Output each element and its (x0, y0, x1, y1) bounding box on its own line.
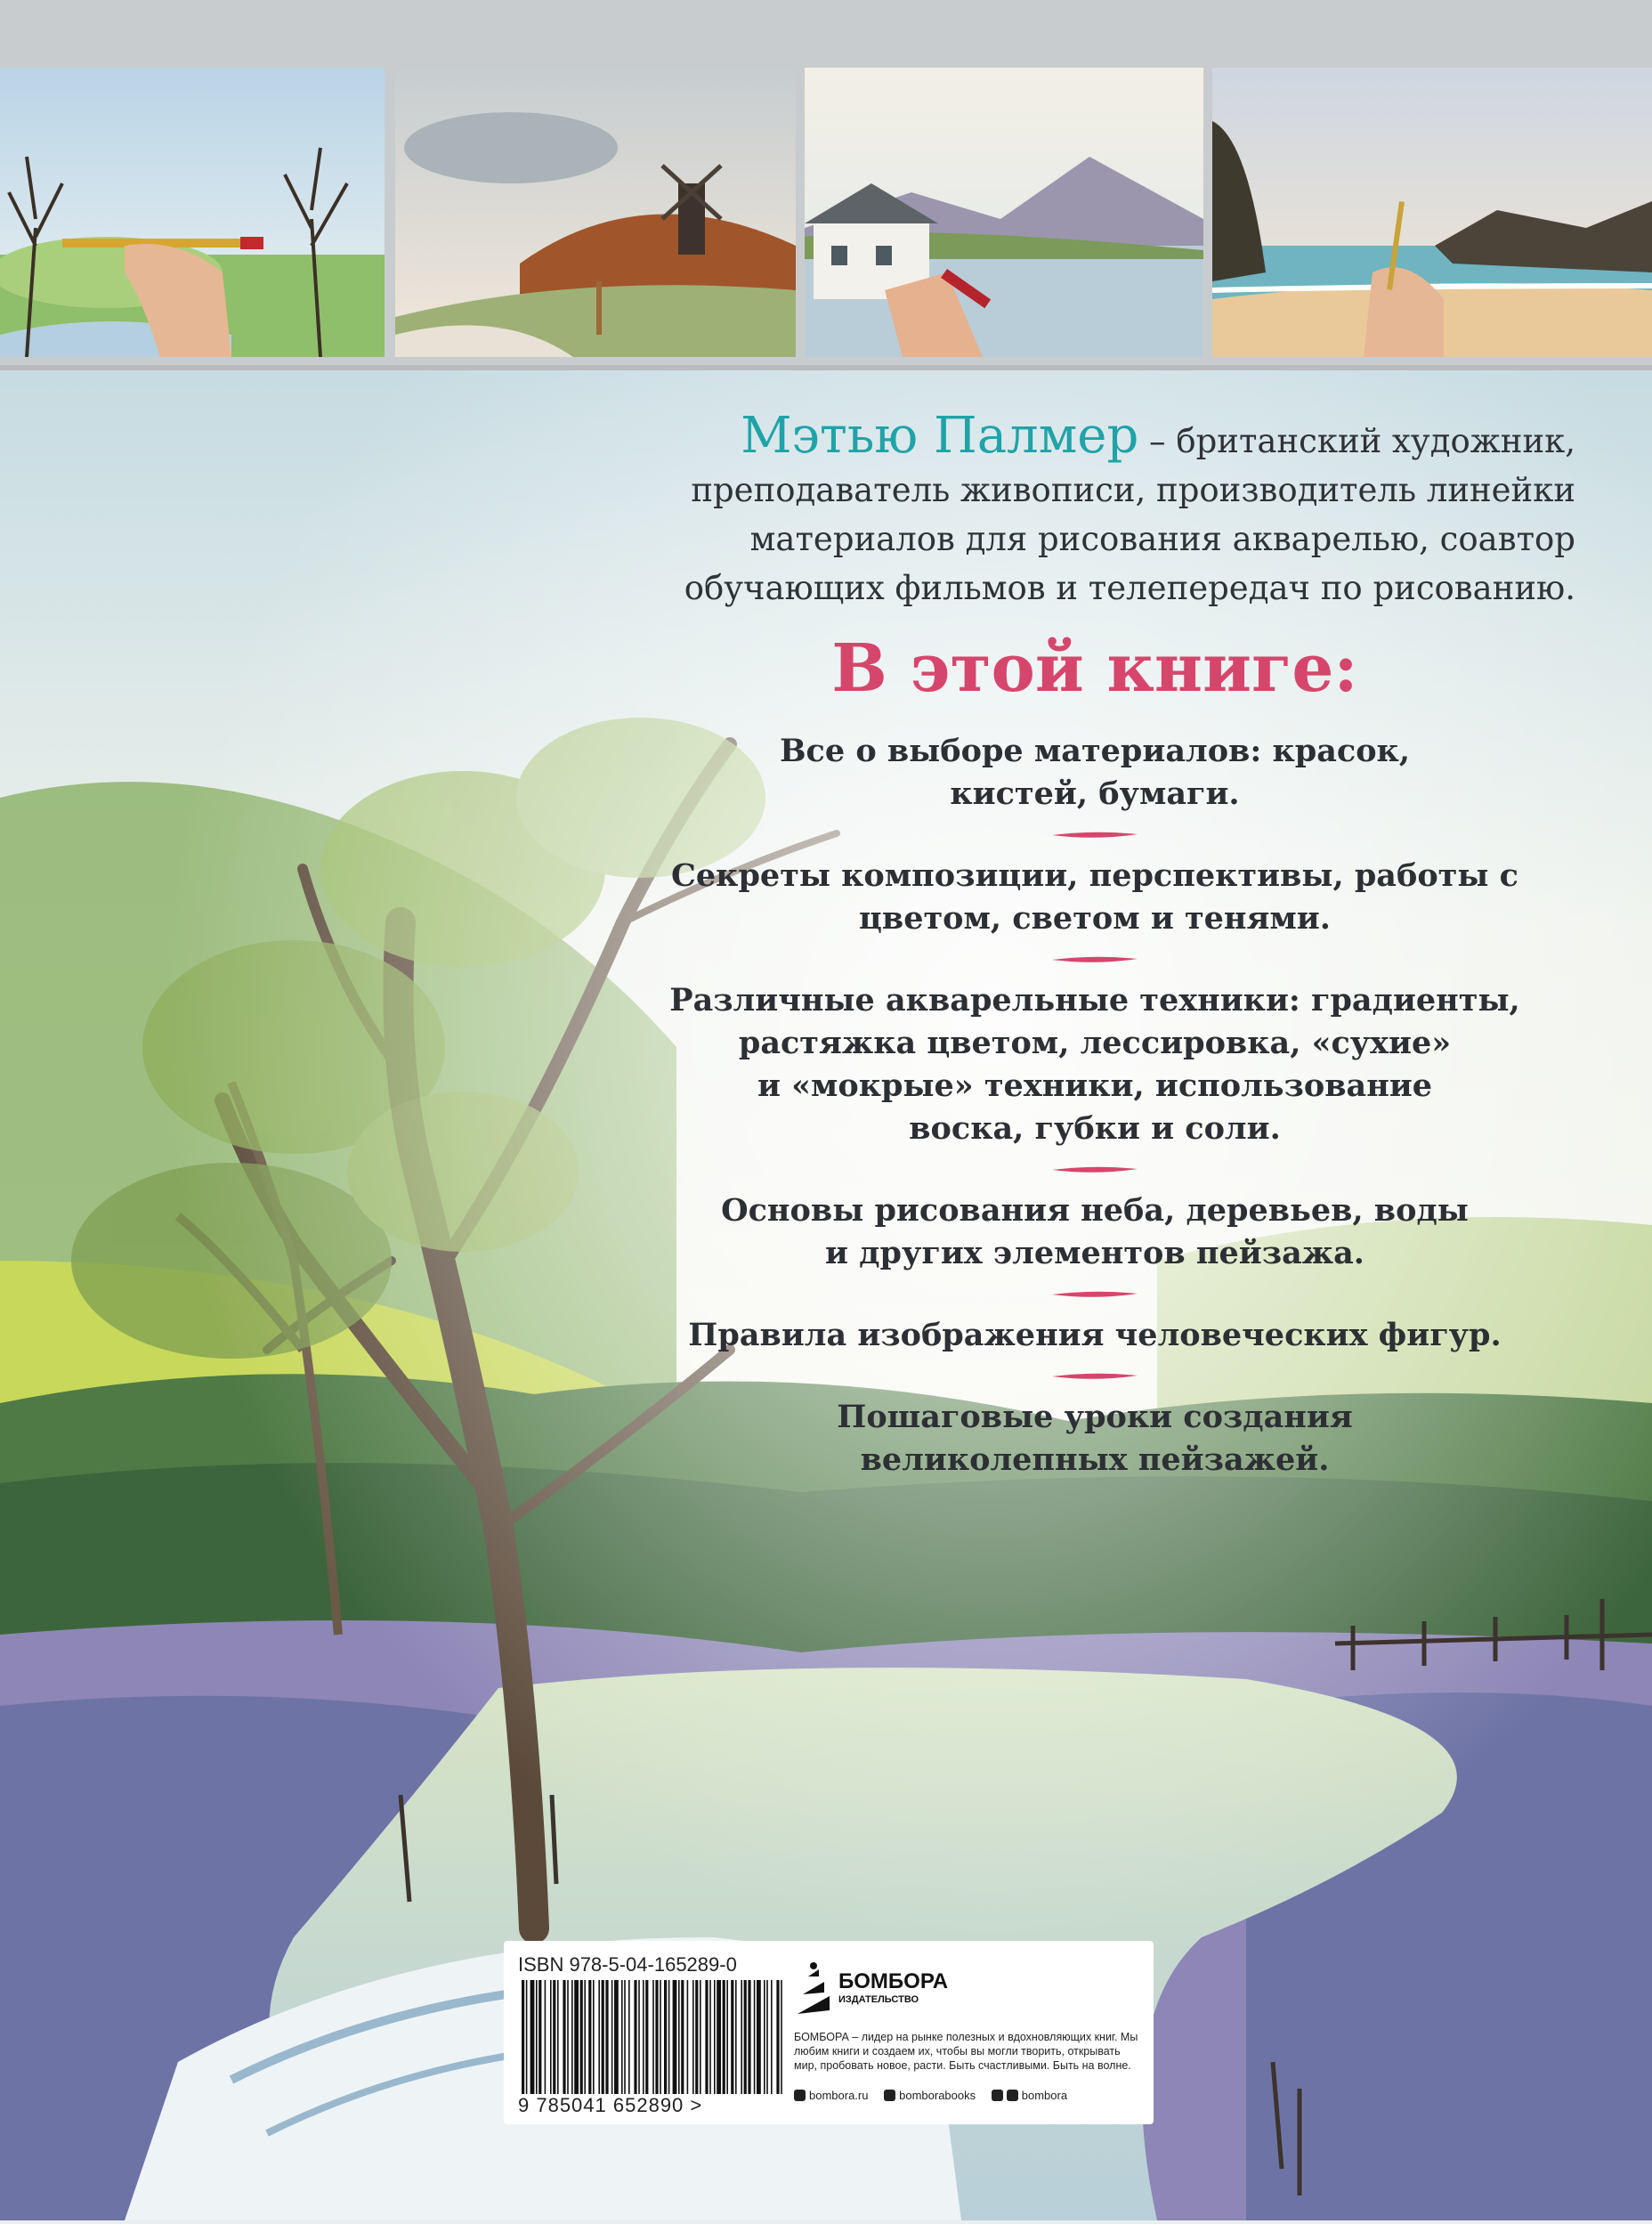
barcode-bar (574, 1980, 579, 2094)
isbn-label: ISBN 978-5-04-165289-0 (518, 1953, 737, 1976)
feature-item: Все о выборе материалов: красок, кистей, бумаги. (779, 733, 1411, 812)
barcode-bar (536, 1980, 538, 2094)
feature-item: Правила изображения человеческих фигур. (688, 1317, 1502, 1353)
barcode-bar (567, 1980, 569, 2094)
strip-bar (0, 0, 1652, 62)
bio-line-1: Мэтью Палмер – британский художник, (741, 407, 1575, 465)
barcode-bar (588, 1980, 591, 2094)
barcode-bar (681, 1980, 684, 2094)
barcode-bar (717, 1980, 721, 2094)
thumbnail-tree-painting (0, 68, 385, 357)
barcode-bar (645, 1980, 648, 2094)
barcode-bar (539, 1980, 541, 2094)
barcode-bar (700, 1980, 701, 2094)
feature-item: Пошаговые уроки создания великолепных пейзажей. (837, 1399, 1353, 1478)
barcode-bar (557, 1980, 559, 2094)
barcode-bar (580, 1980, 583, 2094)
barcode-bar (757, 1980, 761, 2094)
vk-icon (884, 2090, 895, 2101)
ok-icon (992, 2090, 1003, 2101)
thumbnail-cottage-lake-painting (805, 68, 1203, 357)
barcode (518, 1980, 785, 2094)
brush-stroke-separator (1049, 1369, 1141, 1384)
thumbnail-strip (0, 0, 1652, 370)
barcode-bar (655, 1980, 658, 2094)
barcode-bar (673, 1980, 677, 2094)
barcode-bar (634, 1980, 636, 2094)
barcode-bar (695, 1980, 698, 2094)
barcode-bar (735, 1980, 737, 2094)
barcode-box (504, 1941, 1154, 2124)
feature-item: Секреты композиции, перспективы, работы с цветом, светом и тенями. (671, 857, 1518, 937)
barcode-bar (678, 1980, 680, 2094)
contact-vk[interactable]: bomborabooks (884, 2089, 976, 2102)
barcode-bar (692, 1980, 694, 2094)
brush-stroke-separator (1049, 1163, 1141, 1177)
barcode-bar (771, 1980, 773, 2094)
barcode-bar (714, 1980, 716, 2094)
barcode-bar (530, 1980, 535, 2094)
author-name: Мэтью Палмер (741, 407, 1139, 465)
telegram-icon (1007, 2090, 1018, 2101)
barcode-bar (744, 1980, 747, 2094)
barcode-bar (652, 1980, 654, 2094)
barcode-bar (664, 1980, 667, 2094)
contact-website[interactable]: bombora.ru (794, 2089, 868, 2102)
barcode-bar (593, 1980, 595, 2094)
barcode-bar (614, 1980, 619, 2094)
barcode-bar (726, 1980, 728, 2094)
author-bio (641, 407, 1575, 613)
feature-item: Основы рисования неба, деревьев, воды и других элементов пейзажа. (721, 1192, 1469, 1271)
publisher-contacts (794, 2089, 1080, 2102)
barcode-number: 9 785041 652890 > (518, 2094, 703, 2116)
publisher-block (794, 1955, 1146, 2124)
thumbnail-seascape-painting (1212, 68, 1652, 357)
brush-stroke-separator (1049, 828, 1141, 842)
feature-list (659, 730, 1531, 1481)
bio-line-2: преподаватель живописи, производитель линейки (691, 471, 1575, 509)
barcode-bar (709, 1980, 711, 2094)
barcode-bar (605, 1980, 608, 2094)
barcode-bar (668, 1980, 670, 2094)
brush-stroke-separator (1049, 1287, 1141, 1302)
thumbnail-windmill-painting (395, 68, 796, 357)
barcode-bar (754, 1980, 756, 2094)
barcode-bar (598, 1980, 600, 2094)
barcode-bar (643, 1980, 644, 2094)
barcode-bar (741, 1980, 742, 2094)
barcode-bar (764, 1980, 765, 2094)
bio-line-4: обучающих фильмов и телепередач по рисованию. (684, 569, 1575, 607)
barcode-bar (621, 1980, 623, 2094)
barcode-bar (638, 1980, 640, 2094)
barcode-bar (660, 1980, 661, 2094)
publisher-description: БОМБОРА – лидер на рынке полезных и вдохновляющих книг. Мы любим книги и создаем их, чтобы вы могли творить, открывать мир, пробовать новое, расти. Быть счастливыми. Быть на волне. (794, 2031, 1138, 2072)
barcode-bar (748, 1980, 750, 2094)
barcode-bar (584, 1980, 586, 2094)
barcode-bar (723, 1980, 725, 2094)
section-heading: В этой книге: (831, 630, 1358, 707)
barcode-bar (550, 1980, 552, 2094)
feature-item: Различные акварельные техники: градиенты, растяжка цветом, лессировка, «сухие» и «мокрые» техники, использование воска, губки и соли. (669, 982, 1520, 1147)
brush-stroke-separator (1049, 953, 1141, 967)
barcode-bar (624, 1980, 626, 2094)
bio-line-3: материалов для рисования акварелью, соавтор (749, 520, 1575, 558)
barcode-bar (781, 1980, 782, 2094)
publisher-logo-sub: ИЗДАТЕЛЬСТВО (838, 1994, 919, 2005)
globe-icon (794, 2090, 806, 2101)
barcode-bar (571, 1980, 573, 2094)
barcode-bar (563, 1980, 565, 2094)
barcode-bar (628, 1980, 630, 2094)
barcode-bar (553, 1980, 555, 2094)
barcode-bar (545, 1980, 547, 2094)
barcode-bar (731, 1980, 733, 2094)
barcode-bar (526, 1980, 528, 2094)
barcode-bar (705, 1980, 708, 2094)
barcode-bar (522, 1980, 524, 2094)
barcode-bar (776, 1980, 779, 2094)
bombora-logo-icon (794, 1960, 833, 2017)
barcode-bar (611, 1980, 613, 2094)
publisher-logo-text: БОМБОРА (838, 1969, 949, 1993)
barcode-bar (766, 1980, 768, 2094)
barcode-bar (687, 1980, 689, 2094)
contact-social[interactable]: bombora (992, 2089, 1067, 2102)
barcode-bar (602, 1980, 604, 2094)
